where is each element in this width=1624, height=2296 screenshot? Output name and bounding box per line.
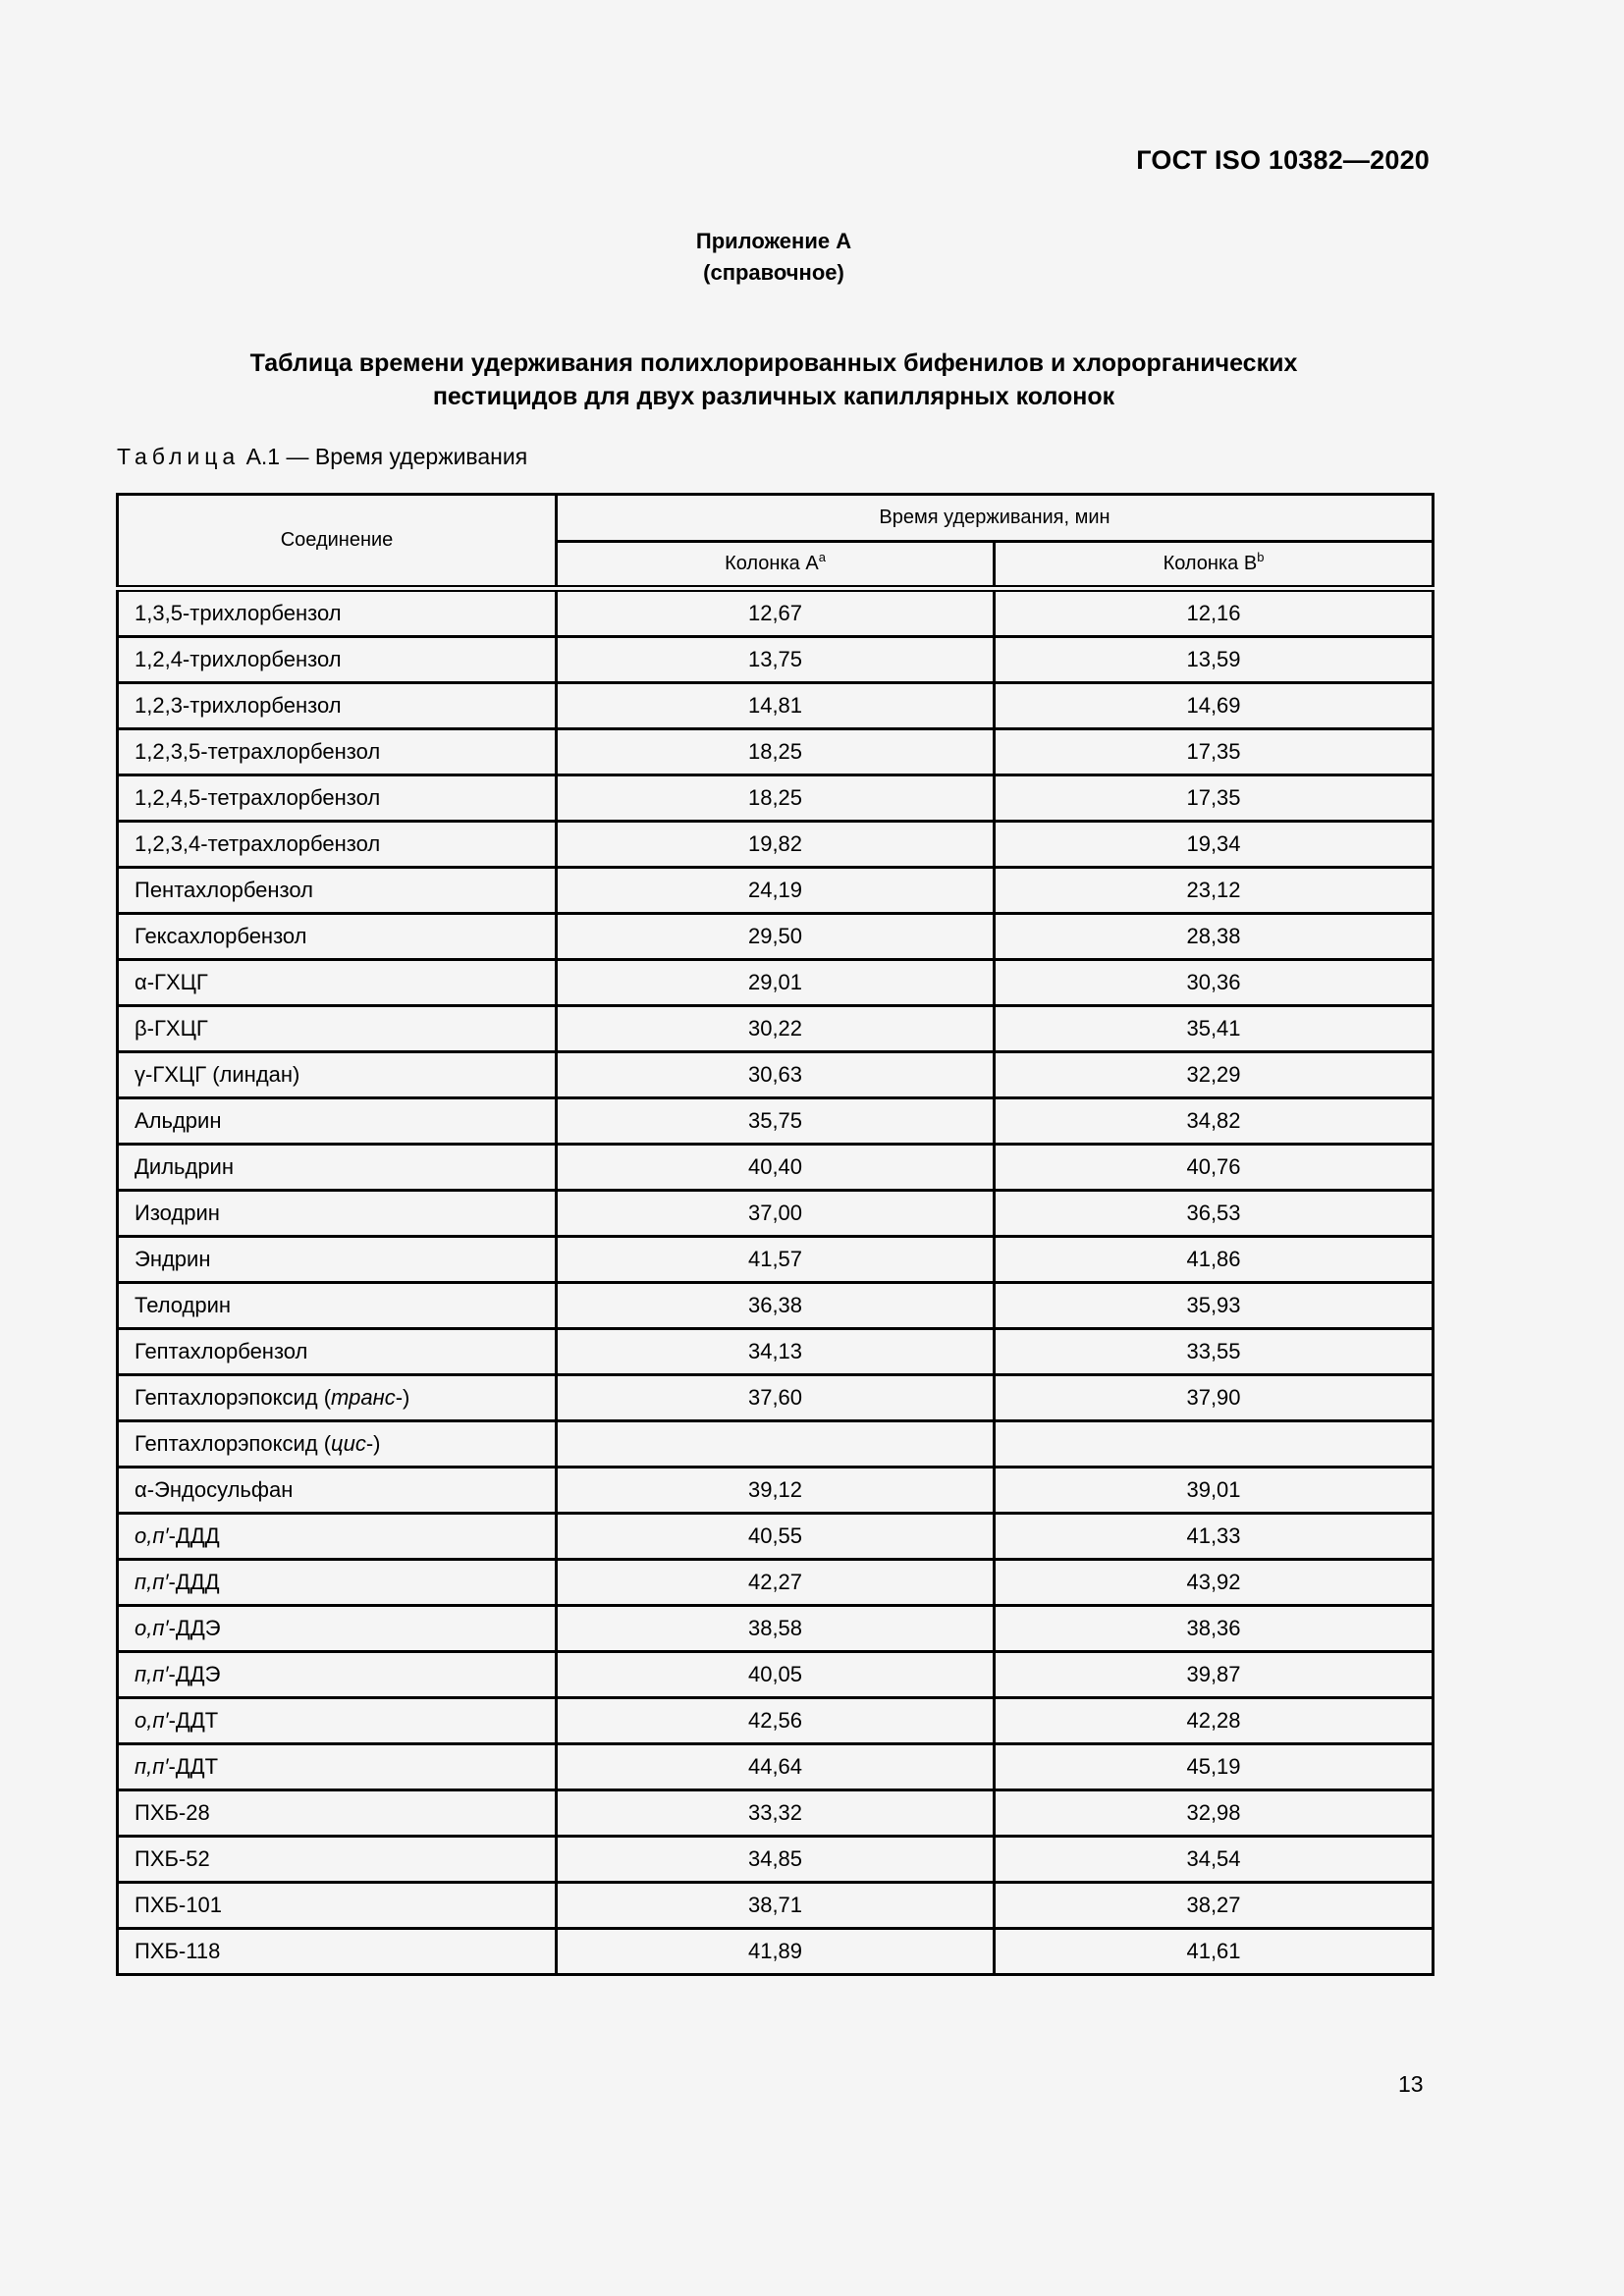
compound-name: 1,3,5-трихлорбензол bbox=[135, 601, 342, 625]
table-row bbox=[118, 1237, 1434, 1283]
compound-name-suffix: -) bbox=[395, 1385, 410, 1410]
compound-name-cell bbox=[118, 683, 557, 729]
retention-time-column-b: 14,69 bbox=[995, 683, 1434, 729]
compound-name: ПХБ-101 bbox=[135, 1893, 222, 1917]
table-row bbox=[118, 1329, 1434, 1375]
compound-name-suffix: -ДДТ bbox=[168, 1708, 219, 1733]
retention-time-column-b: 45,19 bbox=[995, 1744, 1434, 1790]
table-row bbox=[118, 1883, 1434, 1929]
retention-time-column-a: 44,64 bbox=[557, 1744, 995, 1790]
table-row bbox=[118, 1191, 1434, 1237]
compound-name-suffix: -ДДТ bbox=[168, 1754, 219, 1779]
retention-time-column-b: 38,27 bbox=[995, 1883, 1434, 1929]
retention-time-column-a: 14,81 bbox=[557, 683, 995, 729]
retention-time-column-a bbox=[557, 1421, 995, 1468]
compound-name-cell bbox=[118, 729, 557, 775]
table-row bbox=[118, 683, 1434, 729]
appendix-title: Приложение А bbox=[695, 229, 852, 253]
compound-name-italic: п,п′ bbox=[135, 1754, 169, 1779]
retention-time-column-a: 41,57 bbox=[557, 1237, 995, 1283]
compound-name: Пентахлорбензол bbox=[135, 878, 313, 902]
retention-time-column-b: 17,35 bbox=[995, 775, 1434, 822]
table-row bbox=[118, 637, 1434, 683]
retention-time-column-a: 41,89 bbox=[557, 1929, 995, 1975]
header-column-a-label: Колонка А bbox=[725, 553, 819, 574]
compound-name-italic: о,п′ bbox=[135, 1616, 169, 1640]
compound-name-cell bbox=[118, 1237, 557, 1283]
compound-name-cell bbox=[118, 1098, 557, 1145]
retention-time-column-a: 38,71 bbox=[557, 1883, 995, 1929]
compound-name-cell bbox=[118, 1837, 557, 1883]
compound-name: Эндрин bbox=[135, 1247, 211, 1271]
table-row bbox=[118, 1744, 1434, 1790]
table-row bbox=[118, 729, 1434, 775]
retention-time-column-a: 37,00 bbox=[557, 1191, 995, 1237]
retention-time-column-b: 34,82 bbox=[995, 1098, 1434, 1145]
table-body bbox=[118, 589, 1434, 1975]
footnote-marker-b: b bbox=[1257, 550, 1265, 564]
table-row bbox=[118, 960, 1434, 1006]
table-row bbox=[118, 1606, 1434, 1652]
retention-time-column-a: 30,22 bbox=[557, 1006, 995, 1052]
table-row bbox=[118, 1283, 1434, 1329]
retention-time-column-a: 40,40 bbox=[557, 1145, 995, 1191]
compound-name: Изодрин bbox=[135, 1201, 220, 1225]
retention-time-table bbox=[116, 493, 1435, 1976]
compound-name: α-ГХЦГ bbox=[135, 970, 208, 994]
compound-name-prefix: Гептахлорэпоксид ( bbox=[135, 1385, 332, 1410]
compound-name: Альдрин bbox=[135, 1108, 222, 1133]
compound-name-cell bbox=[118, 1652, 557, 1698]
retention-time-column-a: 34,85 bbox=[557, 1837, 995, 1883]
compound-name-cell bbox=[118, 775, 557, 822]
table-row bbox=[118, 1098, 1434, 1145]
compound-name: 1,2,3,5-тетрахлорбензол bbox=[135, 739, 381, 764]
retention-time-column-b: 32,29 bbox=[995, 1052, 1434, 1098]
retention-time-column-a: 36,38 bbox=[557, 1283, 995, 1329]
compound-name-cell bbox=[118, 1698, 557, 1744]
retention-time-column-b: 13,59 bbox=[995, 637, 1434, 683]
retention-time-column-b: 39,01 bbox=[995, 1468, 1434, 1514]
table-row bbox=[118, 822, 1434, 868]
table-row bbox=[118, 1006, 1434, 1052]
retention-time-column-a: 24,19 bbox=[557, 868, 995, 914]
compound-name-cell bbox=[118, 1514, 557, 1560]
table-row bbox=[118, 1929, 1434, 1975]
table-row bbox=[118, 1514, 1434, 1560]
compound-name-italic: о,п′ bbox=[135, 1708, 169, 1733]
compound-name-italic: транс bbox=[331, 1385, 396, 1410]
compound-name-cell bbox=[118, 914, 557, 960]
compound-name-italic: о,п′ bbox=[135, 1523, 169, 1548]
main-title-line-1: Таблица времени удерживания полихлорированных бифенилов и хлорорганических bbox=[249, 349, 1298, 377]
retention-time-column-b: 41,61 bbox=[995, 1929, 1434, 1975]
retention-time-column-a: 30,63 bbox=[557, 1052, 995, 1098]
compound-name-italic: п,п′ bbox=[135, 1570, 169, 1594]
table-row bbox=[118, 1698, 1434, 1744]
compound-name-italic: п,п′ bbox=[135, 1662, 169, 1686]
retention-time-column-b: 37,90 bbox=[995, 1375, 1434, 1421]
compound-name-cell bbox=[118, 1744, 557, 1790]
appendix-subtitle: (справочное) bbox=[703, 260, 844, 285]
retention-time-column-b: 32,98 bbox=[995, 1790, 1434, 1837]
compound-name-cell bbox=[118, 1883, 557, 1929]
header-retention-time: Время удерживания, мин bbox=[557, 495, 1434, 542]
table-caption-text: А.1 — Время удерживания bbox=[245, 444, 528, 469]
page-number: 13 bbox=[1398, 2071, 1424, 2097]
compound-name: 1,2,4,5-тетрахлорбензол bbox=[135, 785, 381, 810]
compound-name: 1,2,4-трихлорбензол bbox=[135, 647, 342, 671]
retention-time-column-b: 34,54 bbox=[995, 1837, 1434, 1883]
retention-time-column-a: 33,32 bbox=[557, 1790, 995, 1837]
header-column-b bbox=[995, 542, 1434, 589]
table-row bbox=[118, 1560, 1434, 1606]
retention-time-column-b: 33,55 bbox=[995, 1329, 1434, 1375]
compound-name-cell bbox=[118, 1329, 557, 1375]
table-row bbox=[118, 1652, 1434, 1698]
retention-time-column-a: 39,12 bbox=[557, 1468, 995, 1514]
table-row bbox=[118, 775, 1434, 822]
header-column-a bbox=[557, 542, 995, 589]
compound-name: β-ГХЦГ bbox=[135, 1016, 208, 1041]
compound-name-prefix: Гептахлорэпоксид ( bbox=[135, 1431, 332, 1456]
header-column-b-label: Колонка В bbox=[1163, 553, 1258, 574]
document-code: ГОСТ ISO 10382—2020 bbox=[1136, 145, 1430, 175]
compound-name-cell bbox=[118, 1468, 557, 1514]
compound-name-cell bbox=[118, 868, 557, 914]
retention-time-table-container bbox=[116, 493, 1432, 1976]
table-caption bbox=[117, 444, 527, 470]
retention-time-column-b: 23,12 bbox=[995, 868, 1434, 914]
compound-name: ПХБ-28 bbox=[135, 1800, 210, 1825]
retention-time-column-b: 42,28 bbox=[995, 1698, 1434, 1744]
retention-time-column-b: 41,33 bbox=[995, 1514, 1434, 1560]
table-row bbox=[118, 1468, 1434, 1514]
compound-name: Гексахлорбензол bbox=[135, 924, 307, 948]
retention-time-column-a: 29,01 bbox=[557, 960, 995, 1006]
compound-name-cell bbox=[118, 1606, 557, 1652]
retention-time-column-a: 42,27 bbox=[557, 1560, 995, 1606]
table-row bbox=[118, 1375, 1434, 1421]
table-row bbox=[118, 1052, 1434, 1098]
table-row bbox=[118, 1421, 1434, 1468]
table-row bbox=[118, 868, 1434, 914]
compound-name-cell bbox=[118, 1006, 557, 1052]
retention-time-column-b: 39,87 bbox=[995, 1652, 1434, 1698]
retention-time-column-b: 36,53 bbox=[995, 1191, 1434, 1237]
retention-time-column-b: 38,36 bbox=[995, 1606, 1434, 1652]
retention-time-column-a: 34,13 bbox=[557, 1329, 995, 1375]
compound-name-cell bbox=[118, 822, 557, 868]
retention-time-column-b: 17,35 bbox=[995, 729, 1434, 775]
table-row bbox=[118, 1145, 1434, 1191]
compound-name: 1,2,3-трихлорбензол bbox=[135, 693, 342, 718]
retention-time-column-a: 35,75 bbox=[557, 1098, 995, 1145]
appendix-heading bbox=[0, 226, 1547, 289]
retention-time-column-a: 40,05 bbox=[557, 1652, 995, 1698]
retention-time-column-a: 18,25 bbox=[557, 775, 995, 822]
compound-name-cell bbox=[118, 1052, 557, 1098]
table-row bbox=[118, 914, 1434, 960]
compound-name-suffix: -ДДЭ bbox=[168, 1616, 221, 1640]
compound-name: ПХБ-52 bbox=[135, 1846, 210, 1871]
retention-time-column-a: 18,25 bbox=[557, 729, 995, 775]
retention-time-column-b: 30,36 bbox=[995, 960, 1434, 1006]
retention-time-column-b bbox=[995, 1421, 1434, 1468]
compound-name-suffix: -ДДД bbox=[168, 1523, 220, 1548]
compound-name-cell bbox=[118, 1283, 557, 1329]
retention-time-column-a: 29,50 bbox=[557, 914, 995, 960]
retention-time-column-b: 43,92 bbox=[995, 1560, 1434, 1606]
compound-name-cell bbox=[118, 589, 557, 637]
compound-name-cell bbox=[118, 1560, 557, 1606]
compound-name: ПХБ-118 bbox=[135, 1939, 221, 1963]
compound-name: Дильдрин bbox=[135, 1154, 234, 1179]
compound-name-suffix: -ДДЭ bbox=[168, 1662, 221, 1686]
main-title-line-2: пестицидов для двух различных капиллярных колонок bbox=[432, 383, 1115, 410]
compound-name-cell bbox=[118, 1929, 557, 1975]
retention-time-column-b: 41,86 bbox=[995, 1237, 1434, 1283]
table-caption-prefix: Таблица bbox=[117, 444, 241, 469]
table-row bbox=[118, 1837, 1434, 1883]
compound-name-suffix: -) bbox=[365, 1431, 381, 1456]
retention-time-column-a: 19,82 bbox=[557, 822, 995, 868]
retention-time-column-b: 35,41 bbox=[995, 1006, 1434, 1052]
compound-name-cell bbox=[118, 960, 557, 1006]
compound-name-cell bbox=[118, 1375, 557, 1421]
retention-time-column-a: 42,56 bbox=[557, 1698, 995, 1744]
header-compound: Соединение bbox=[118, 495, 557, 589]
retention-time-column-a: 40,55 bbox=[557, 1514, 995, 1560]
retention-time-column-a: 37,60 bbox=[557, 1375, 995, 1421]
compound-name-suffix: -ДДД bbox=[168, 1570, 220, 1594]
compound-name: 1,2,3,4-тетрахлорбензол bbox=[135, 831, 381, 856]
table-row bbox=[118, 589, 1434, 637]
retention-time-column-b: 28,38 bbox=[995, 914, 1434, 960]
compound-name-cell bbox=[118, 1191, 557, 1237]
retention-time-column-b: 40,76 bbox=[995, 1145, 1434, 1191]
compound-name-cell bbox=[118, 1145, 557, 1191]
compound-name: Телодрин bbox=[135, 1293, 232, 1317]
compound-name: γ-ГХЦГ (линдан) bbox=[135, 1062, 300, 1087]
retention-time-column-a: 38,58 bbox=[557, 1606, 995, 1652]
table-row bbox=[118, 1790, 1434, 1837]
compound-name: Гептахлорбензол bbox=[135, 1339, 308, 1363]
compound-name-cell bbox=[118, 637, 557, 683]
retention-time-column-a: 13,75 bbox=[557, 637, 995, 683]
compound-name-cell bbox=[118, 1421, 557, 1468]
footnote-marker-a: a bbox=[818, 550, 826, 564]
compound-name-cell bbox=[118, 1790, 557, 1837]
retention-time-column-b: 12,16 bbox=[995, 589, 1434, 637]
compound-name: α-Эндосульфан bbox=[135, 1477, 294, 1502]
compound-name-italic: цис bbox=[331, 1431, 366, 1456]
main-title bbox=[118, 347, 1430, 413]
retention-time-column-b: 35,93 bbox=[995, 1283, 1434, 1329]
retention-time-column-b: 19,34 bbox=[995, 822, 1434, 868]
retention-time-column-a: 12,67 bbox=[557, 589, 995, 637]
